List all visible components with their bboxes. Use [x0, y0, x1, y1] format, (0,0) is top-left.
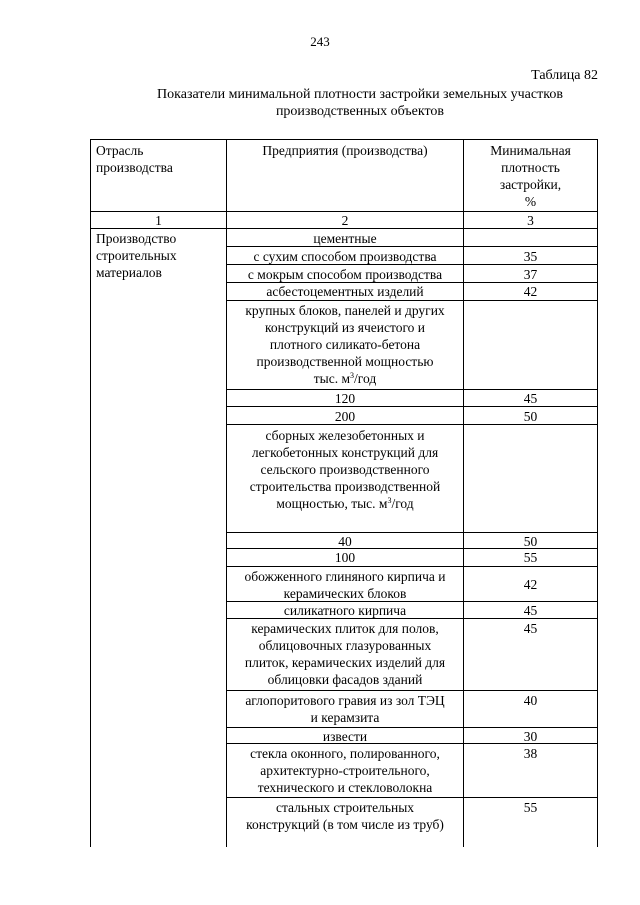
row-value: 35: [523, 249, 538, 264]
row-label: извести: [322, 729, 368, 744]
row-value: 45: [523, 391, 538, 406]
table-caption: [100, 86, 620, 120]
page-number: 243: [310, 34, 330, 49]
caption-line: производственных объектов: [275, 104, 445, 119]
row-label: стальных строительных конструкций (в том числе из труб): [246, 800, 444, 832]
row-label: цементные: [313, 231, 377, 246]
row-value: 30: [523, 729, 538, 744]
row-value: 42: [523, 577, 538, 592]
row-value: 37: [523, 267, 538, 282]
row-label: стекла оконного, полированного, архитектурно-строительного, технического и стекловолокна: [250, 746, 440, 795]
row-label: с мокрым способом производства: [247, 267, 443, 282]
table-border: [90, 139, 598, 140]
header-branch: Отрасль производства: [96, 143, 173, 175]
row-value: 55: [523, 550, 538, 565]
table-label: Таблица 82: [531, 68, 598, 83]
row-label: 200: [334, 409, 356, 424]
table-border: [226, 797, 598, 798]
row-label: 100: [334, 550, 356, 565]
row-value: 50: [523, 534, 538, 549]
row-value: 42: [523, 284, 538, 299]
row-value: 55: [523, 800, 538, 815]
row-label: аглопоритового гравия из зол ТЭЦ и керамзита: [245, 693, 445, 725]
column-number: 1: [155, 213, 162, 228]
table-border: [226, 690, 598, 691]
row-value: 50: [523, 409, 538, 424]
row-value: 38: [523, 746, 538, 761]
row-label: асбестоцементных изделий: [266, 284, 424, 299]
row-value: 45: [523, 621, 538, 636]
row-label: обожженного глиняного кирпича и керамических блоков: [244, 569, 446, 601]
column-number: 2: [341, 213, 349, 228]
table-border: [90, 139, 91, 847]
header-min-density: Минимальная плотность застройки, %: [490, 143, 571, 209]
column-number: 3: [527, 213, 534, 228]
row-value: 40: [523, 693, 538, 708]
branch-name: Производство строительных материалов: [96, 231, 177, 280]
row-label: 120: [334, 391, 356, 406]
row-label: с сухим способом производства: [253, 249, 437, 264]
caption-line: Показатели минимальной плотности застройки земельных участков: [157, 87, 563, 102]
table-border: [226, 300, 598, 301]
row-label: сборных железобетонных и легкобетонных конструкций для сельского производственного строительства производственной мощностью, тыс. $м^3$/год: [249, 428, 441, 511]
row-label: 40: [338, 534, 352, 549]
row-label: керамических плиток для полов, облицовочных глазурованных плиток, керамических изделий для облицовки фасадов зданий: [244, 621, 446, 687]
table-border: [226, 566, 598, 567]
row-value: 45: [523, 603, 538, 618]
header-enterprises: Предприятия (производства): [262, 143, 428, 158]
row-label: силикатного кирпича: [283, 603, 407, 618]
row-label: крупных блоков, панелей и других конструкций из ячеистого и плотного силикато-бетона производственной мощностью тыс. $м^3$/год: [245, 303, 445, 386]
